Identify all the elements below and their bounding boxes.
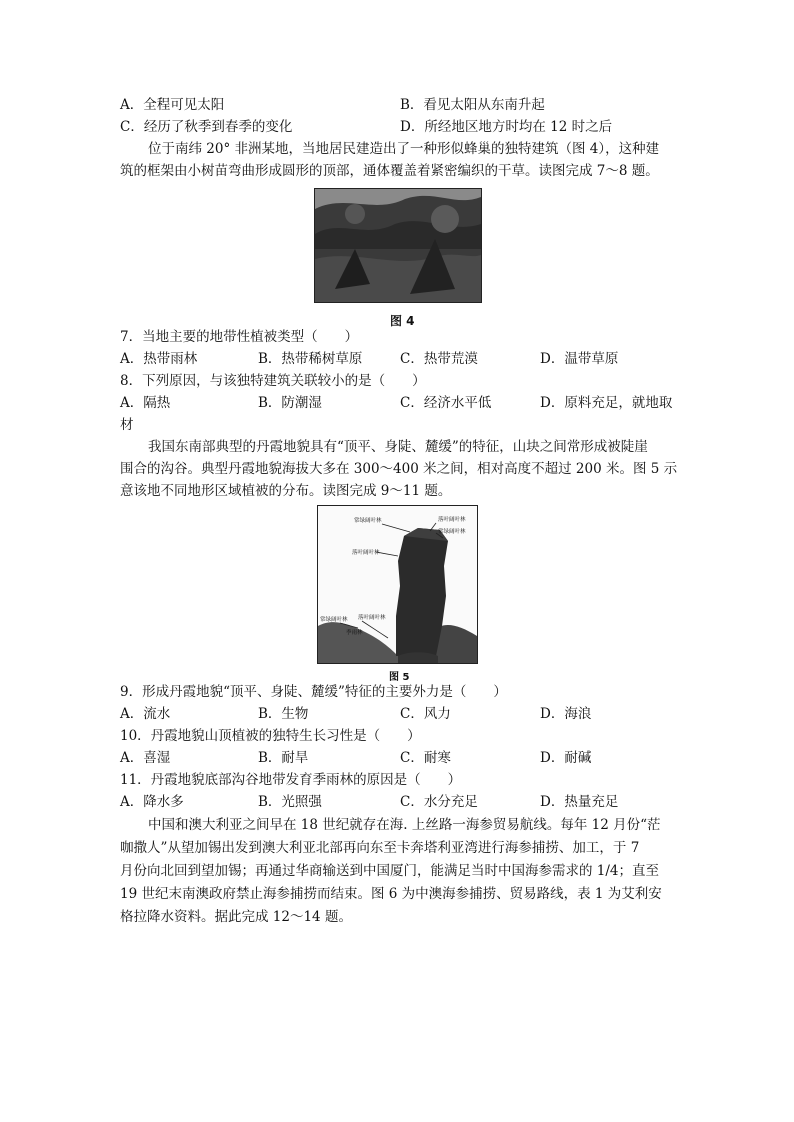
figure-5-caption: 图 5	[389, 672, 410, 683]
q9-option-a: A．流水	[120, 706, 171, 722]
q11-option-b: B．光照强	[258, 794, 322, 810]
q10-stem: 10．丹霞地貌山顶植被的独特生长习性是（ ）	[120, 728, 421, 744]
figure-5-label-7: 季雨林	[346, 630, 363, 636]
figure-4-photo	[314, 188, 482, 303]
q11-option-a: A．降水多	[120, 794, 184, 810]
passage3-line-5: 格拉降水资料。据此完成 12～14 题。	[120, 909, 352, 925]
q7-option-d: D．温带草原	[540, 351, 619, 367]
q11-stem: 11．丹霞地貌底部沟谷地带发育季雨林的原因是（ ）	[120, 772, 462, 788]
figure-5-diagram	[317, 505, 478, 664]
figure-4-caption: 图 4	[390, 314, 415, 328]
q6-option-b: B．看见太阳从东南升起	[400, 97, 545, 113]
q8-option-b: B．防潮湿	[258, 395, 322, 411]
figure-5-label-3: 常绿阔叶林	[438, 529, 466, 535]
passage2-line-1: 我国东南部典型的丹霞地貌具有“顶平、身陡、麓缓”的特征，山块之间常形成被陡崖	[148, 439, 648, 455]
passage2-line-2: 围合的沟谷。典型丹霞地貌海拔大多在 300～400 米之间，相对高度不超过 200 米。图 5 示	[120, 461, 678, 477]
figure-5-label-6: 落叶阔叶林	[358, 615, 386, 621]
q10-option-b: B．耐旱	[258, 750, 309, 766]
q9-option-d: D．海浪	[540, 706, 592, 722]
q6-option-c: C．经历了秋季到春季的变化	[120, 119, 293, 135]
q11-option-d: D．热量充足	[540, 794, 619, 810]
figure-5-label-4: 落叶阔叶林	[352, 550, 380, 556]
figure-5-label-1: 常绿阔叶林	[354, 518, 382, 524]
passage2-line-3: 意该地不同地形区域植被的分布。读图完成 9～11 题。	[120, 483, 452, 499]
q10-option-d: D．耐碱	[540, 750, 592, 766]
passage1-line-2: 筑的框架由小树苗弯曲形成圆形的顶部，通体覆盖着紧密编织的干草。读图完成 7～8 题。	[120, 163, 659, 179]
figure-5-label-2: 落叶阔叶林	[438, 517, 466, 523]
q7-stem: 7．当地主要的地带性植被类型（ ）	[120, 329, 359, 345]
q6-option-d: D．所经地区地方时均在 12 时之后	[400, 119, 613, 135]
q11-option-c: C．水分充足	[400, 794, 478, 810]
q10-option-c: C．耐寒	[400, 750, 451, 766]
q7-option-b: B．热带稀树草原	[258, 351, 363, 367]
q10-option-a: A．喜湿	[120, 750, 171, 766]
q9-stem: 9．形成丹霞地貌“顶平、身陡、麓缓”特征的主要外力是（ ）	[120, 684, 507, 700]
q8-option-c: C．经济水平低	[400, 395, 492, 411]
figure-5-label-5: 常绿阔叶林	[320, 617, 348, 623]
q9-option-b: B．生物	[258, 706, 309, 722]
q7-option-a: A．热带雨林	[120, 351, 198, 367]
q8-option-d-continued: 材	[120, 417, 134, 433]
passage3-line-4: 19 世纪末南澳政府禁止海参捕捞而结束。图 6 为中澳海参捕捞、贸易路线，表 1 为艾利安	[120, 886, 662, 902]
passage1-line-1: 位于南纬 20° 非洲某地，当地居民建造出了一种形似蜂巢的独特建筑（图 4），这种建	[148, 141, 660, 157]
q8-option-d: D．原料充足，就地取	[540, 395, 673, 411]
q7-option-c: C．热带荒漠	[400, 351, 478, 367]
passage3-line-3: 月份向北回到望加锡；再通过华商输送到中国厦门，能满足当时中国海参需求的 1/4；直至	[120, 863, 660, 879]
q8-stem: 8．下列原因，与该独特建筑关联较小的是（ ）	[120, 373, 426, 389]
passage3-line-1: 中国和澳大利亚之间早在 18 世纪就存在海. 上丝路一海参贸易航线。每年 12 月份“茫	[148, 817, 661, 833]
q6-option-a: A．全程可见太阳	[120, 97, 225, 113]
passage3-line-2: 咖撒人”从望加锡出发到澳大利亚北部再向东至卡奔塔利亚湾进行海参捕捞、加工，于 7	[120, 840, 640, 856]
q8-option-a: A．隔热	[120, 395, 171, 411]
q9-option-c: C．风力	[400, 706, 451, 722]
